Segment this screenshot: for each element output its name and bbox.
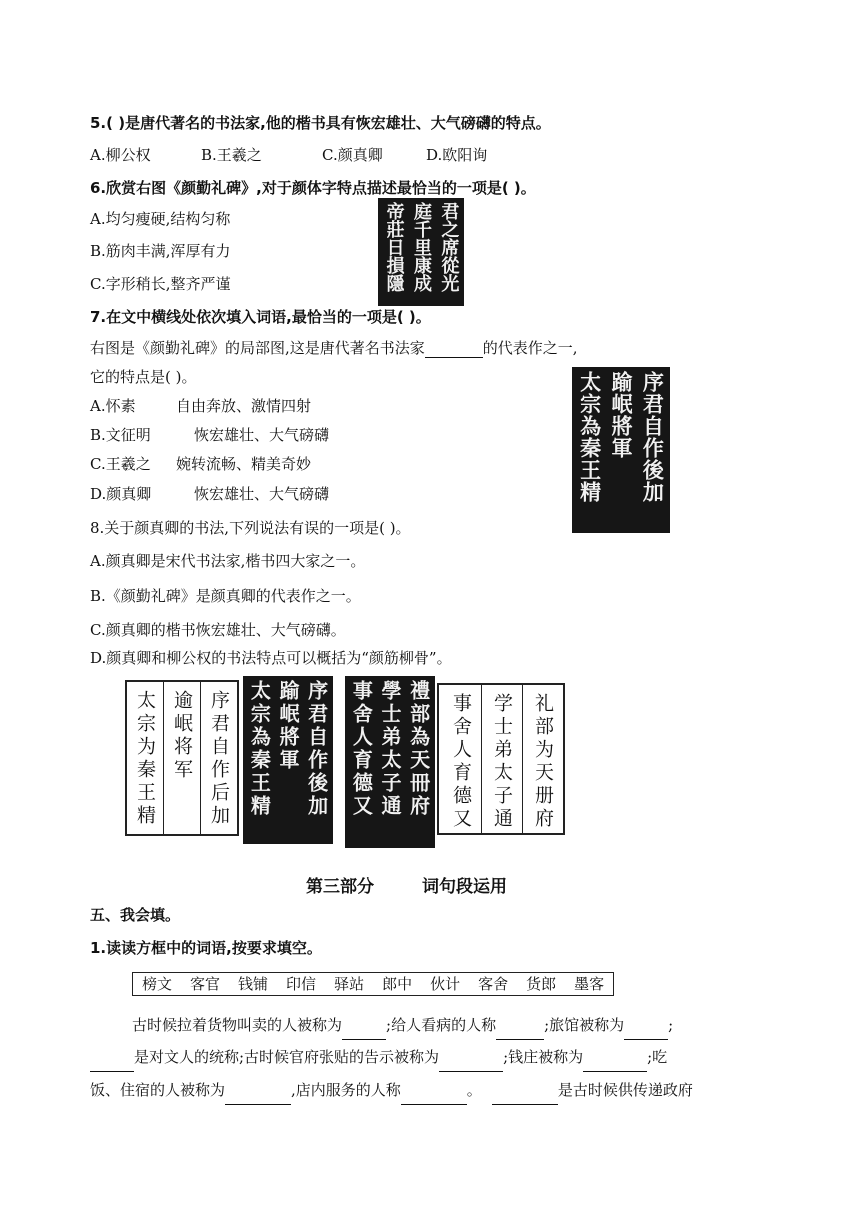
figure-rub2-col: 學士弟太子通 <box>377 680 402 818</box>
figure-box2-col: 学士弟太子通 <box>481 685 522 833</box>
figure-rub1-col: 踰岷將軍 <box>275 680 300 772</box>
word-item: 钱铺 <box>238 975 269 993</box>
fill-blank[interactable] <box>342 1023 386 1040</box>
fill-blank[interactable] <box>492 1088 558 1105</box>
q5-option-d: D.欧阳询 <box>426 146 488 164</box>
figure-box1-col: 太宗为秦王精 <box>134 690 156 828</box>
q7-option-a: A.怀素 自由奔放、激情四射 <box>90 397 312 415</box>
q8-option-b: B.《颜勤礼碑》是颜真卿的代表作之一。 <box>90 587 361 605</box>
q8-stem: 8.关于颜真卿的书法,下列说法有误的一项是( )。 <box>90 519 411 537</box>
q6-stem: 6.欣赏右图《颜勤礼碑》,对于颜体字特点描述最恰当的一项是( )。 <box>90 179 536 197</box>
q7-line1-after: 的代表作之一, <box>482 339 578 357</box>
q5-option-c: C.颜真卿 <box>322 146 383 164</box>
figure-box1-col: 序君自作后加 <box>200 682 237 834</box>
q5-option-a: A.柳公权 <box>90 146 151 164</box>
q8-option-d: D.颜真卿和柳公权的书法特点可以概括为“颜筋柳骨”。 <box>90 649 452 667</box>
part3-heading <box>306 872 507 897</box>
word-item: 榜文 <box>142 975 173 993</box>
figure-rubbing-1 <box>243 676 333 844</box>
figure-rubbing-2 <box>345 676 435 848</box>
q6-option-c: C.字形稍长,整齐严谨 <box>90 275 231 293</box>
part3-title: 词句段运用 <box>422 877 507 897</box>
fill-line-2: 是对文人的统称;古时候官府张贴的告示被称为 ;钱庄被称为 ;吃 <box>90 1042 667 1072</box>
q6-rubbing-col-1: 君之席從光 <box>438 202 460 292</box>
q5-option-b: B.王羲之 <box>201 146 262 164</box>
q7-stem: 7.在文中横线处依次填入词语,最恰当的一项是( )。 <box>90 308 431 326</box>
q7-line2: 它的特点是( )。 <box>90 368 197 386</box>
q7-rubbing-image <box>572 367 670 533</box>
section5-q1: 1.读读方框中的词语,按要求填空。 <box>90 939 322 957</box>
section5-heading: 五、我会填。 <box>90 906 181 924</box>
figure-rub2-col: 事舍人育德又 <box>349 680 374 818</box>
q7-option-c: C.王羲之 婉转流畅、精美奇妙 <box>90 455 312 473</box>
fill-blank[interactable] <box>583 1055 647 1072</box>
figure-box-simplified-1 <box>125 680 239 836</box>
figure-box1-col: 逾岷将军 <box>163 682 200 834</box>
fill-blank[interactable] <box>225 1088 291 1105</box>
q6-rubbing-image <box>378 198 464 306</box>
q6-option-b: B.筋肉丰满,浑厚有力 <box>90 242 231 260</box>
fill-line-3: 饭、住宿的人被称为 ,店内服务的人称 。 是古时候供传递政府 <box>90 1075 693 1105</box>
q8-option-c: C.颜真卿的楷书恢宏雄壮、大气磅礴。 <box>90 621 346 639</box>
q5-stem: 5.( )是唐代著名的书法家,他的楷书具有恢宏雄壮、大气磅礴的特点。 <box>90 114 551 132</box>
q6-rubbing-col-3: 帝莊日損隱 <box>383 202 405 292</box>
figure-rub1-col: 太宗為秦王精 <box>247 680 272 818</box>
q6-rubbing-col-2: 庭千里康成 <box>410 202 432 292</box>
word-item: 印信 <box>286 975 317 993</box>
word-item: 伙计 <box>430 975 461 993</box>
q7-line1-before: 右图是《颜勤礼碑》的局部图,这是唐代著名书法家 <box>90 339 425 357</box>
q7-rubbing-col-3: 太宗為秦王精 <box>577 371 603 503</box>
q7-line1 <box>90 337 578 358</box>
q7-rubbing-col-2: 踰岷將軍 <box>608 371 634 459</box>
fill-line-1: 古时候拉着货物叫卖的人被称为 ;给人看病的人称 ;旅馆被称为 ; <box>132 1010 673 1040</box>
fill-blank[interactable] <box>401 1088 467 1105</box>
word-box <box>132 972 614 996</box>
fill-blank[interactable] <box>624 1023 668 1040</box>
part3-label: 第三部分 <box>306 877 374 897</box>
fill-blank[interactable] <box>90 1055 134 1072</box>
figure-box2-col: 礼部为天册府 <box>522 685 563 833</box>
figure-rub2-col: 禮部為天冊府 <box>406 680 431 818</box>
q7-option-d: D.颜真卿 恢宏雄壮、大气磅礴 <box>90 485 330 503</box>
figure-box2-col: 事舍人育德又 <box>450 693 472 831</box>
q7-option-b: B.文征明 恢宏雄壮、大气磅礴 <box>90 426 330 444</box>
word-item: 墨客 <box>574 975 605 993</box>
word-item: 驿站 <box>334 975 365 993</box>
word-item: 郎中 <box>382 975 413 993</box>
fill-blank[interactable] <box>496 1023 544 1040</box>
word-item: 客舍 <box>478 975 509 993</box>
word-item: 货郎 <box>526 975 557 993</box>
q8-option-a: A.颜真卿是宋代书法家,楷书四大家之一。 <box>90 552 366 570</box>
q7-blank[interactable] <box>425 341 483 358</box>
q6-option-a: A.均匀瘦硬,结构匀称 <box>90 210 231 228</box>
figure-rub1-col: 序君自作後加 <box>304 680 329 818</box>
q7-rubbing-col-1: 序君自作後加 <box>640 371 666 503</box>
figure-box-simplified-2 <box>437 683 565 835</box>
fill-blank[interactable] <box>439 1055 503 1072</box>
word-item: 客官 <box>190 975 221 993</box>
